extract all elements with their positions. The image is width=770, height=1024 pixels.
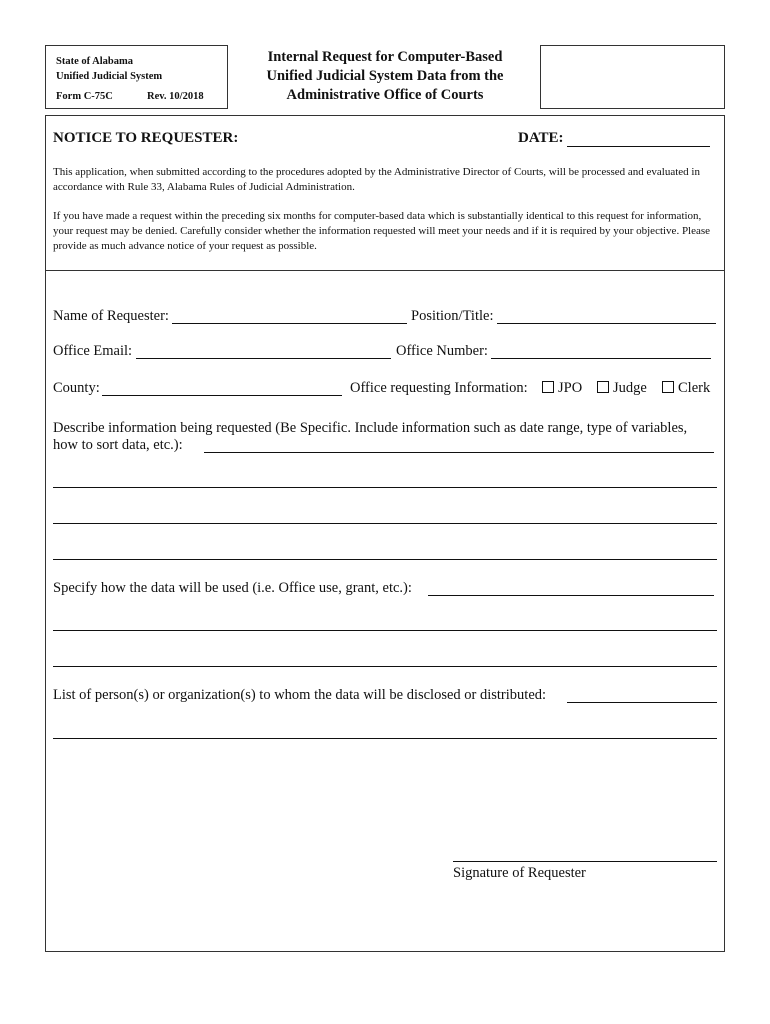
form-revision: Rev. 10/2018 [147,91,204,102]
judge-label: Judge [613,380,647,396]
form-title-line-1: Internal Request for Computer-Based [267,49,503,65]
option-jpo[interactable] [542,380,582,397]
form-title-line-3: Administrative Office of Courts [286,87,484,103]
list-persons-field-line-2[interactable] [53,738,717,739]
name-of-requester-field[interactable] [172,323,407,324]
describe-label-line-1: Describe information being requested (Be Specific. Include information such as date range, type of variables, [53,420,688,436]
option-clerk[interactable] [662,380,710,397]
county-label: County: [53,380,100,396]
clerk-label: Clerk [678,380,711,396]
jpo-checkbox[interactable] [542,381,554,393]
office-email-label: Office Email: [53,343,133,359]
notice-paragraph-1: This application, when submitted according to the procedures adopted by the Administrative Director of Courts, will be processed and evaluated in accordance with Rule 33, Alabama Rules of Judicial Administration. [53,166,700,193]
form-title-line-2: Unified Judicial System Data from the [266,68,504,84]
specify-use-label: Specify how the data will be used (i.e. Office use, grant, etc.): [53,580,412,596]
signature-label: Signature of Requester [453,865,586,881]
form-title [230,48,540,105]
notice-divider [45,270,725,271]
option-judge[interactable] [597,380,647,397]
state-label: State of Alabama [56,56,133,67]
clerk-checkbox[interactable] [662,381,674,393]
county-field[interactable] [102,395,342,396]
form-number: Form C-75C [56,91,113,102]
list-persons-label: List of person(s) or organization(s) to whom the data will be disclosed or distributed: [53,687,547,703]
list-persons-field-line-1[interactable] [567,702,717,703]
date-field[interactable] [567,146,710,147]
notice-paragraph-2: If you have made a request within the preceding six months for computer-based data which is substantially identical to this request for information, your request may be denied. Carefully consider whether the information requested will meet your needs and if it is required by your objective. Please provide as much advance notice of your request as possible. [53,210,711,252]
date-label: DATE: [518,130,564,146]
position-title-field[interactable] [497,323,716,324]
office-number-label: Office Number: [396,343,488,359]
specify-use-field-line-3[interactable] [53,666,717,667]
system-label: Unified Judicial System [56,71,163,82]
office-number-field[interactable] [491,358,711,359]
notice-title: NOTICE TO REQUESTER: [53,130,239,146]
specify-use-field-line-2[interactable] [53,630,717,631]
describe-label-line-2: how to sort data, etc.): [53,437,183,453]
jpo-label: JPO [558,380,583,396]
describe-field-line-1[interactable] [204,452,714,453]
signature-field[interactable] [453,861,717,862]
judge-checkbox[interactable] [597,381,609,393]
specify-use-field-line-1[interactable] [428,595,714,596]
office-use-box [540,45,725,109]
office-requesting-label: Office requesting Information: [350,380,528,396]
name-of-requester-label: Name of Requester: [53,308,169,324]
describe-field-line-3[interactable] [53,523,717,524]
form-id-box [45,45,228,109]
position-title-label: Position/Title: [411,308,494,324]
describe-field-line-2[interactable] [53,487,717,488]
describe-field-line-4[interactable] [53,559,717,560]
office-email-field[interactable] [136,358,391,359]
